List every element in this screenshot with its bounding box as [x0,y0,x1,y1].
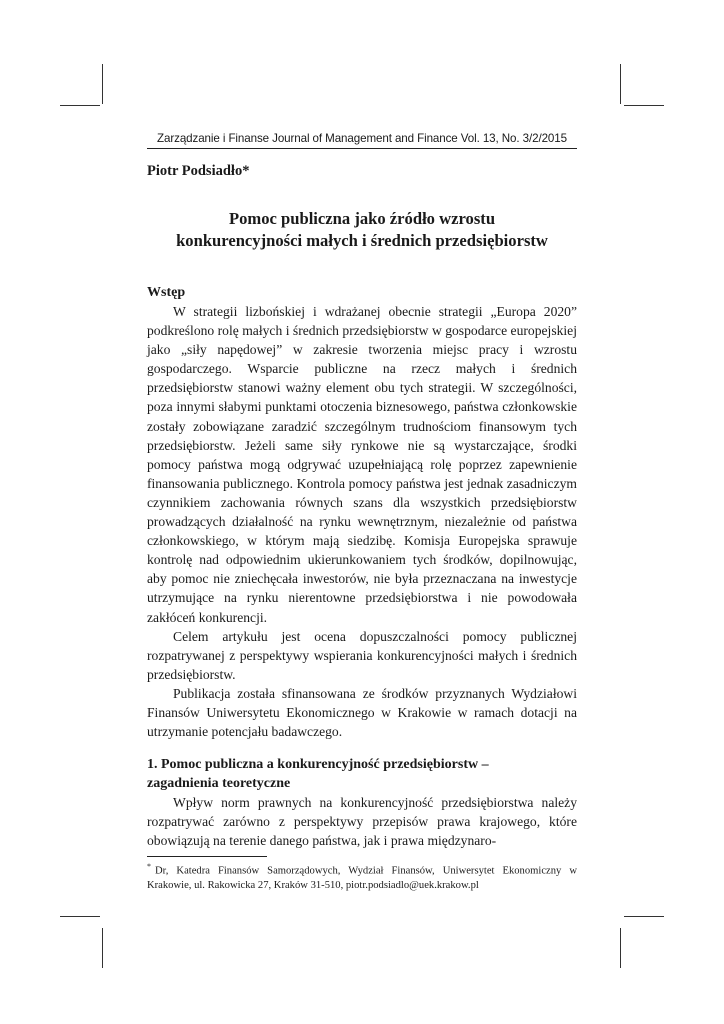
crop-mark [624,105,664,106]
crop-mark [624,916,664,917]
footnote-rule [147,856,267,857]
crop-mark [102,64,103,104]
footnote [147,860,577,893]
crop-mark [60,916,100,917]
footnote-symbol: * [147,862,151,872]
heading-line: zagadnienia teoretyczne [147,776,291,792]
body-paragraph: W strategii lizbońskiej i wdrażanej obecnie strategii „Europa 2020” podkreślono rolę małych i średnich przedsiębiorstw w gospodarce europejskiej jako „siły napędowej” w zakresie tworzenia miejsc pracy i wzrostu gospodarczego. Wsparcie publiczne na rzecz małych i średnich przedsiębiorstw stanowi ważny element obu tych strategii. W szczególności, poza innymi słabymi punktami otoczenia biznesowego, państwa członkowskie zostały zobowiązane zaradzić szczególnym trudnościom finansowym tych przedsiębiorstw. Jeżeli same siły rynkowe nie są wystarczające, środki pomocy państwa mogą odgrywać uzupełniającą rolę poprzez zapewnienie finansowania publicznego. Kontrola pomocy państwa jest jednak zasadniczym czynnikiem zachowania równych szans dla wszystkich przedsiębiorstw prowadzących działalność na rynku wewnętrznym, niezależnie od państwa członkowskiego, w którym mają siedzibę. Komisja Europejska sprawuje kontrolę nad odpowiednim ukierunkowaniem tych środków, dopilnowując, aby pomoc nie zniechęcała inwestorów, nie była przeznaczana na inwestycje utrzymujące na rynku nierentowne przedsiębiorstwa i nie powodowała zakłóceń konkurencji. [147,304,577,625]
crop-mark [102,928,103,968]
crop-mark [620,64,621,104]
body-paragraph: Publikacja została sfinansowana ze środków przyznanych Wydziałowi Finansów Uniwersytetu Ekonomicznego w Krakowie w ramach dotacji na utrzymanie potencjału badawczego. [147,685,577,740]
page [147,132,577,893]
section-heading-1 [147,755,577,793]
article-title [147,208,577,252]
title-line: konkurencyjności małych i średnich przedsiębiorstw [176,231,548,250]
running-header: Zarządzanie i Finanse Journal of Management and Finance Vol. 13, No. 3/2/2015 [147,132,577,149]
author-name: Piotr Podsiadło* [147,163,250,179]
title-line: Pomoc publiczna jako źródło wzrostu [228,209,496,228]
crop-mark [60,105,100,106]
crop-mark [620,928,621,968]
section-heading-intro: Wstęp [147,285,186,300]
heading-line: 1. Pomoc publiczna a konkurencyjność przedsiębiorstw – [147,757,489,773]
body-paragraph: Wpływ norm prawnych na konkurencyjność przedsiębiorstwa należy rozpatrywać zarówno z perspektywy przepisów prawa krajowego, które obowiązują na terenie danego państwa, jak i prawa międzynaro- [147,795,577,849]
footnote-text: Dr, Katedra Finansów Samorządowych, Wydział Finansów, Uniwersytet Ekonomiczny w Krakowie, ul. Rakowicka 27, Kraków 31-510, piotr.podsiadlo@uek.krakow.pl [147,865,577,891]
body-paragraph: Celem artykułu jest ocena dopuszczalności pomocy publicznej rozpatrywanej z perspektywy wspierania konkurencyjności małych i średnich przedsiębiorstw. [147,628,577,682]
